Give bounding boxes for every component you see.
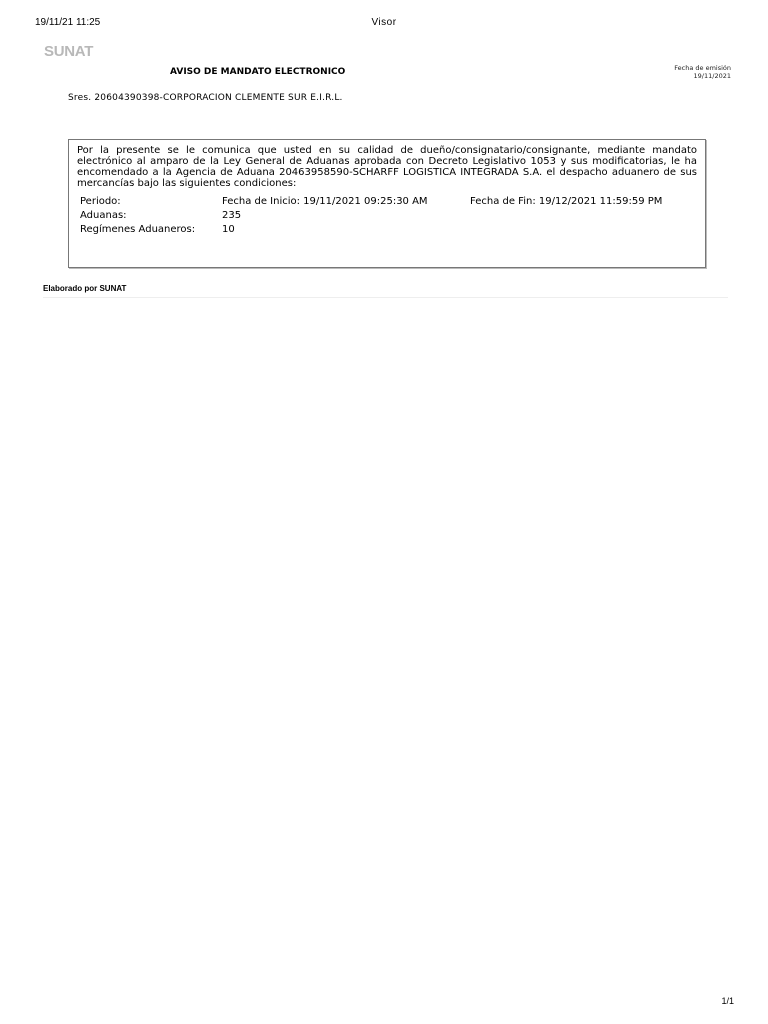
notice-box <box>68 139 706 268</box>
condition-row-aduanas <box>77 209 697 223</box>
elaborado-label: Elaborado por SUNAT <box>43 284 127 293</box>
condition-value: 235 <box>222 210 242 221</box>
footer-divider <box>43 297 728 298</box>
sunat-logo: SUNAT <box>44 43 94 60</box>
condition-value: Fecha de Inicio: 19/11/2021 09:25:30 AM <box>222 196 428 207</box>
notice-text: Por la presente se le comunica que usted en su calidad de dueño/consignatario/consignante, mediante mandato electrónico al amparo de la Ley General de Aduanas aprobada con Decreto Legislativo 1053 y sus modificatorias, le ha encomendado a la Agencia de Aduana 20463958590-SCHARFF LOGISTICA INTEGRADA S.A. el despacho aduanero de sus mercancías bajo las siguientes condiciones: <box>77 145 697 189</box>
condition-label: Regímenes Aduaneros: <box>80 224 196 235</box>
condition-label: Periodo: <box>80 196 121 207</box>
emission-date: 19/11/2021 <box>693 72 731 80</box>
conditions-table <box>77 195 697 237</box>
condition-row-regimenes <box>77 223 697 237</box>
condition-extra: Fecha de Fin: 19/12/2021 11:59:59 PM <box>470 196 663 207</box>
condition-label: Aduanas: <box>80 210 127 221</box>
page-number: 1/1 <box>721 996 734 1006</box>
condition-row-periodo <box>77 195 697 209</box>
print-datetime: 19/11/21 11:25 <box>35 17 101 28</box>
condition-value: 10 <box>222 224 235 235</box>
recipient-line: Sres. 20604390398-CORPORACION CLEMENTE SUR E.I.R.L. <box>68 93 343 103</box>
emission-block <box>674 64 731 80</box>
emission-label: Fecha de emisión <box>674 64 731 72</box>
print-title: Visor <box>371 17 397 28</box>
document-title: AVISO DE MANDATO ELECTRONICO <box>170 67 346 77</box>
